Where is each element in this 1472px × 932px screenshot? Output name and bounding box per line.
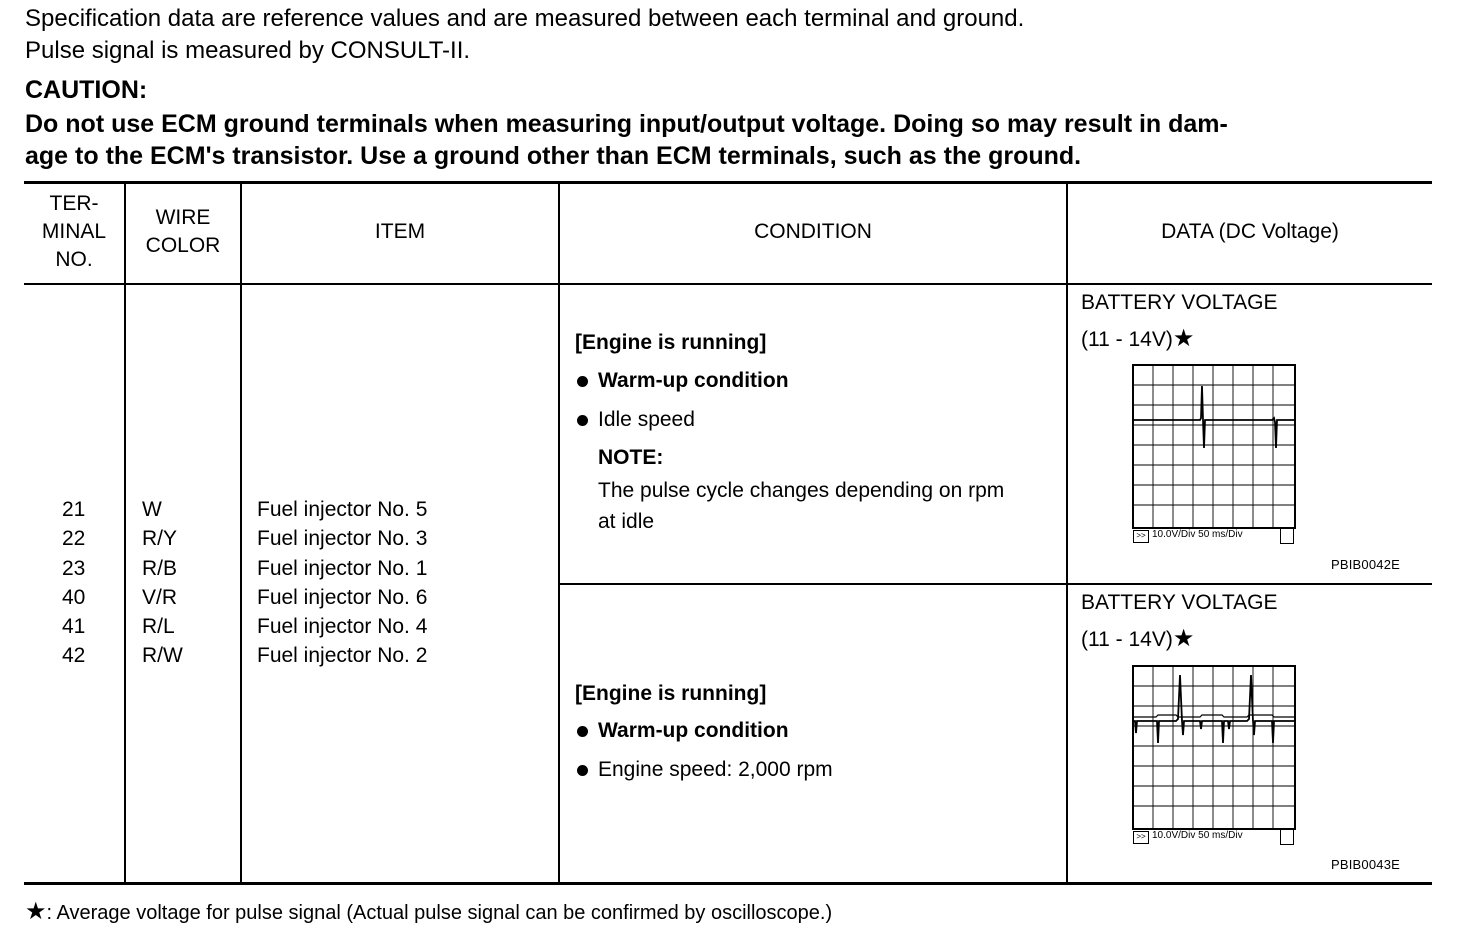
oscilloscope-2000rpm xyxy=(1132,665,1294,845)
header-item: ITEM xyxy=(374,220,426,243)
oscilloscope-idle xyxy=(1132,364,1294,544)
data-label: BATTERY VOLTAGE xyxy=(1081,591,1278,614)
wire-color: R/W xyxy=(142,644,183,668)
note-text-line-2: at idle xyxy=(598,510,655,533)
item-name: Fuel injector No. 4 xyxy=(257,615,428,639)
condition-2 xyxy=(575,681,833,783)
caution-title: CAUTION: xyxy=(25,76,148,104)
footnote-text: : Average voltage for pulse signal (Actual pulse signal can be confirmed by oscilloscope.) xyxy=(46,902,833,924)
wire-color: V/R xyxy=(142,585,178,609)
condition-bullet: Idle speed xyxy=(575,407,1004,433)
figure-code: PBIB0043E xyxy=(1331,857,1401,872)
col-divider-1 xyxy=(124,184,126,883)
caution-line-1: Do not use ECM ground terminals when measuring input/output voltage. Doing so may result in dam- xyxy=(25,110,1228,138)
condition-heading: [Engine is running] xyxy=(575,682,767,705)
col-divider-4 xyxy=(1066,184,1068,883)
footnote xyxy=(25,897,832,926)
terminal-list xyxy=(62,495,85,671)
terminal-no: 40 xyxy=(62,585,86,609)
star-icon: ★ xyxy=(1172,625,1195,652)
condition-heading: [Engine is running] xyxy=(575,331,767,354)
data-text-2 xyxy=(1081,585,1277,658)
condition-bullet: Engine speed: 2,000 rpm xyxy=(575,757,833,783)
star-icon: ★ xyxy=(25,898,47,925)
item-name: Fuel injector No. 5 xyxy=(257,498,428,521)
condition-1 xyxy=(575,330,1004,537)
data-range: (11 - 14V)★ xyxy=(1081,325,1195,352)
col-divider-3 xyxy=(558,184,560,883)
note-text-line-1: The pulse cycle changes depending on rpm xyxy=(598,479,1005,502)
oscilloscope-grid xyxy=(1132,364,1296,529)
terminal-no: 42 xyxy=(62,644,86,668)
caution-text xyxy=(25,108,1435,172)
data-text-1 xyxy=(1081,285,1277,358)
table-bottom-rule xyxy=(24,882,1432,885)
item-name: Fuel injector No. 6 xyxy=(257,585,428,609)
wire-color: R/Y xyxy=(142,527,178,551)
header-wire-color: WIRE COLOR xyxy=(145,206,221,257)
terminal-no: 22 xyxy=(62,527,86,551)
scope-scale-label: 10.0V/Div 50 ms/Div xyxy=(1152,529,1243,540)
scope-marker: >> xyxy=(1133,530,1149,543)
intro-line-2: Pulse signal is measured by CONSULT-II. xyxy=(25,37,471,64)
item-name: Fuel injector No. 1 xyxy=(257,556,428,580)
scope-scale-label: 10.0V/Div 50 ms/Div xyxy=(1152,830,1243,841)
item-name: Fuel injector No. 2 xyxy=(257,644,428,668)
item-list xyxy=(257,495,427,671)
figure-code: PBIB0042E xyxy=(1331,557,1401,572)
col-divider-2 xyxy=(240,184,242,883)
wire-color: W xyxy=(142,498,162,521)
table-top-rule xyxy=(24,181,1432,184)
data-range: (11 - 14V)★ xyxy=(1081,625,1195,652)
header-data: DATA (DC Voltage) xyxy=(1161,220,1339,243)
terminal-no: 21 xyxy=(62,498,86,521)
wire-color-list xyxy=(142,495,183,671)
oscilloscope-grid xyxy=(1132,665,1296,830)
scope-corner-box xyxy=(1280,829,1294,845)
caution-line-2: age to the ECM's transistor. Use a ground other than ECM terminals, such as the ground. xyxy=(25,142,1082,170)
item-name: Fuel injector No. 3 xyxy=(257,527,428,551)
condition-bullet: Warm-up condition xyxy=(575,718,833,744)
header-condition: CONDITION xyxy=(754,220,872,243)
terminal-no: 23 xyxy=(62,556,86,580)
intro-line-1: Specification data are reference values and are measured between each terminal and ground. xyxy=(25,5,1025,32)
condition-bullet: Warm-up condition xyxy=(575,368,1004,394)
scope-marker: >> xyxy=(1133,831,1149,844)
header-terminal-no: TER- MINAL NO. xyxy=(41,192,107,271)
star-icon: ★ xyxy=(1172,325,1195,352)
condition-row-divider xyxy=(558,583,1432,585)
note-title: NOTE: xyxy=(598,446,664,469)
scope-corner-box xyxy=(1280,528,1294,544)
terminal-no: 41 xyxy=(62,615,86,639)
wire-color: R/L xyxy=(142,615,175,639)
data-label: BATTERY VOLTAGE xyxy=(1081,291,1278,314)
wire-color: R/B xyxy=(142,556,178,580)
